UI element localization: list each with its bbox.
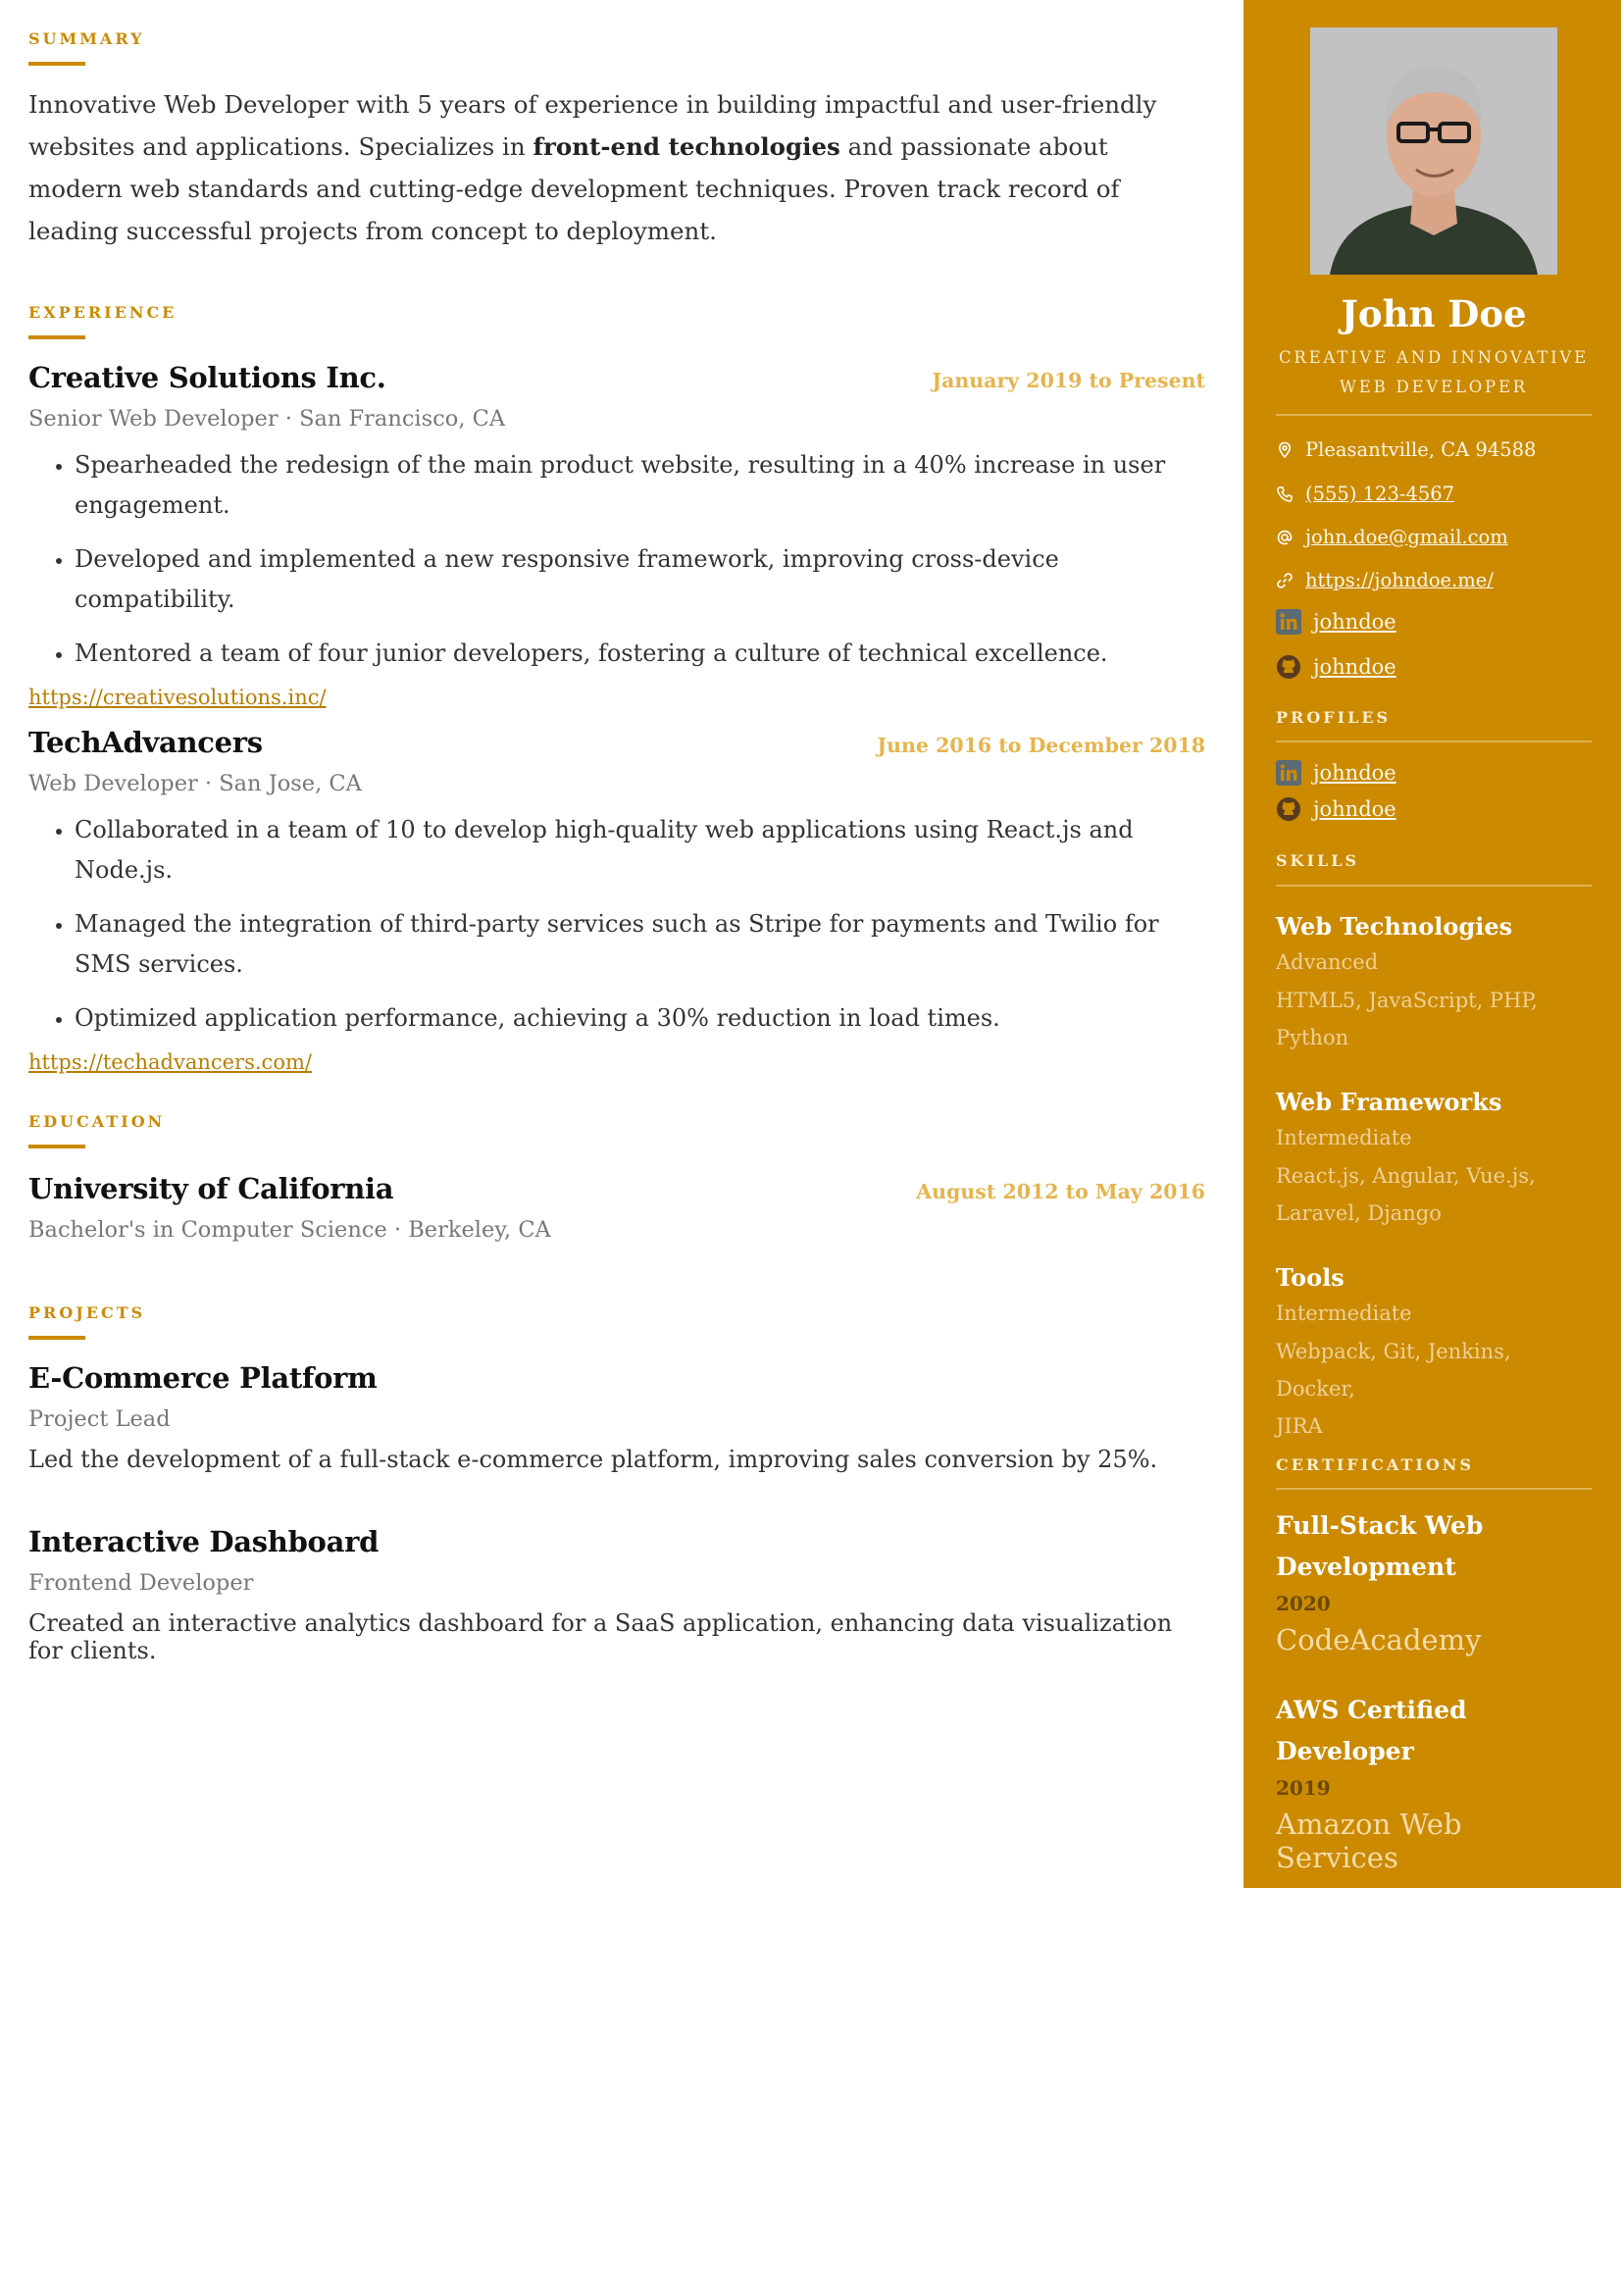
website-link[interactable]: https://johndoe.me/ [1305, 569, 1494, 591]
summary-section [28, 29, 1205, 252]
skill-keywords-line: JIRA [1276, 1414, 1323, 1438]
company-website-link[interactable]: https://techadvancers.com/ [28, 1050, 312, 1074]
phone-icon [1276, 485, 1294, 503]
summary-divider [28, 62, 85, 66]
sidebar-divider [1276, 1488, 1592, 1490]
skill-keywords [1276, 1157, 1592, 1232]
role-location: Web Developer · San Jose, CA [28, 771, 362, 796]
skill-keywords-line: Laravel, Django [1276, 1201, 1442, 1225]
projects-section [28, 1303, 1205, 1340]
contact-website [1276, 569, 1592, 591]
project-name: E-Commerce Platform [28, 1361, 378, 1395]
profile-github [1276, 796, 1592, 822]
certifications-heading: CERTIFICATIONS [1276, 1455, 1474, 1474]
sidebar-divider [1276, 740, 1592, 742]
contact-location [1276, 438, 1592, 461]
skill-level: Advanced [1276, 950, 1379, 974]
location-pin-icon [1276, 441, 1294, 459]
skill-name: Web Frameworks [1276, 1088, 1502, 1116]
projects-heading: PROJECTS [28, 1303, 146, 1322]
project-description: Created an interactive analytics dashboard for a SaaS application, enhancing data visualization for clients. [28, 1609, 1173, 1664]
skill-keywords-line: Python [1276, 1026, 1349, 1049]
summary-text-start: Innovative Web Developer with 5 years of experience in building impactful and user-friendly websites and applications. Specializes in [28, 90, 1157, 161]
headline-line: WEB DEVELOPER [1339, 378, 1529, 396]
sidebar-divider [1276, 885, 1592, 887]
bullet-list [28, 810, 1173, 1039]
education-divider [28, 1145, 85, 1148]
company-name: TechAdvancers [28, 726, 263, 759]
github-profile-link[interactable]: johndoe [1313, 797, 1396, 821]
profiles-heading: PROFILES [1276, 708, 1392, 727]
summary-text [28, 83, 1205, 252]
date-range: June 2016 to December 2018 [877, 734, 1205, 757]
contact-github [1276, 654, 1592, 680]
person-portrait-icon [1310, 27, 1557, 275]
experience-divider [28, 335, 85, 339]
contact-phone [1276, 483, 1592, 505]
linkedin-profile-link[interactable]: johndoe [1313, 761, 1396, 785]
skill-level: Intermediate [1276, 1301, 1412, 1325]
skill-name: Tools [1276, 1263, 1345, 1292]
certification-issuer: Amazon Web Services [1276, 1808, 1462, 1874]
profile-linkedin [1276, 760, 1592, 786]
certification-name-line: Full-Stack Web [1276, 1511, 1484, 1540]
skill-keywords-line: Webpack, Git, Jenkins, Docker, [1276, 1340, 1511, 1401]
education-item [28, 1172, 1205, 1243]
github-icon [1276, 654, 1301, 680]
skill-item [1276, 912, 1592, 1056]
at-sign-icon [1276, 529, 1294, 546]
list-item: • Spearheaded the redesign of the main product website, resulting in a 40% increase in user engagement. [75, 445, 1173, 526]
phone-link[interactable]: (555) 123-4567 [1305, 483, 1455, 505]
company-website-link[interactable]: https://creativesolutions.inc/ [28, 686, 327, 709]
github-icon [1276, 796, 1301, 822]
link-icon [1276, 572, 1294, 589]
skill-keywords-line: HTML5, JavaScript, PHP, [1276, 989, 1538, 1012]
profile-photo [1310, 27, 1557, 275]
project-role: Project Lead [28, 1406, 171, 1432]
date-range: January 2019 to Present [932, 369, 1205, 392]
candidate-headline [1276, 343, 1592, 402]
contact-email [1276, 526, 1592, 548]
project-item [28, 1525, 1205, 1664]
skill-level: Intermediate [1276, 1126, 1412, 1149]
github-link[interactable]: johndoe [1313, 655, 1396, 679]
degree-location: Bachelor's in Computer Science · Berkeley, CA [28, 1217, 551, 1243]
experience-heading: EXPERIENCE [28, 303, 178, 322]
certification-year: 2019 [1276, 1776, 1331, 1800]
bullet-list [28, 445, 1173, 674]
date-range: August 2012 to May 2016 [916, 1180, 1205, 1203]
certification-item [1276, 1505, 1592, 1657]
education-section [28, 1112, 1205, 1148]
skill-item [1276, 1088, 1592, 1232]
project-name: Interactive Dashboard [28, 1525, 380, 1558]
list-item: • Collaborated in a team of 10 to develop high-quality web applications using React.js and Node.js. [75, 810, 1173, 891]
headline-line: CREATIVE AND INNOVATIVE [1279, 348, 1589, 367]
email-link[interactable]: john.doe@gmail.com [1305, 526, 1508, 548]
institution-name: University of California [28, 1172, 394, 1205]
project-description: Led the development of a full-stack e-commerce platform, improving sales conversion by 25%. [28, 1446, 1158, 1473]
summary-heading: SUMMARY [28, 29, 145, 48]
certification-name [1276, 1690, 1592, 1772]
project-item [28, 1361, 1205, 1473]
certification-year: 2020 [1276, 1592, 1331, 1615]
skills-heading: SKILLS [1276, 851, 1359, 870]
skill-item [1276, 1263, 1592, 1445]
summary-text-bold: front-end technologies [533, 132, 840, 161]
certification-name-line: AWS Certified Developer [1276, 1696, 1467, 1765]
certification-name [1276, 1505, 1592, 1588]
list-item: • Optimized application performance, achieving a 30% reduction in load times. [75, 998, 1173, 1039]
list-item: • Developed and implemented a new responsive framework, improving cross-device compatibility. [75, 539, 1173, 620]
skill-keywords [1276, 982, 1592, 1056]
candidate-name: John Doe [1341, 292, 1527, 335]
experience-item [28, 726, 1205, 1074]
certification-name-line: Development [1276, 1553, 1456, 1581]
sidebar-divider [1276, 414, 1592, 416]
role-location: Senior Web Developer · San Francisco, CA [28, 406, 506, 432]
linkedin-icon [1276, 609, 1301, 635]
certification-item [1276, 1690, 1592, 1874]
education-heading: EDUCATION [28, 1112, 166, 1131]
experience-item [28, 361, 1205, 709]
company-name: Creative Solutions Inc. [28, 361, 386, 394]
linkedin-link[interactable]: johndoe [1313, 610, 1396, 634]
list-item: • Managed the integration of third-party services such as Stripe for payments and Twilio for SMS services. [75, 904, 1173, 985]
location-text: Pleasantville, CA 94588 [1305, 438, 1537, 461]
contact-linkedin [1276, 609, 1592, 635]
skill-keywords-line: React.js, Angular, Vue.js, [1276, 1164, 1536, 1188]
list-item: • Mentored a team of four junior developers, fostering a culture of technical excellence. [75, 634, 1173, 674]
skill-name: Web Technologies [1276, 912, 1513, 941]
projects-divider [28, 1336, 85, 1340]
linkedin-icon [1276, 760, 1301, 786]
skill-keywords [1276, 1333, 1592, 1445]
certification-issuer: CodeAcademy [1276, 1623, 1482, 1657]
summary-text-end: and passionate about modern web standards and cutting-edge development techniques. Proven track record of leading successful projects from concept to deployment. [28, 132, 1120, 245]
experience-section [28, 303, 1205, 339]
project-role: Frontend Developer [28, 1570, 254, 1596]
sidebar [1243, 0, 1621, 1888]
